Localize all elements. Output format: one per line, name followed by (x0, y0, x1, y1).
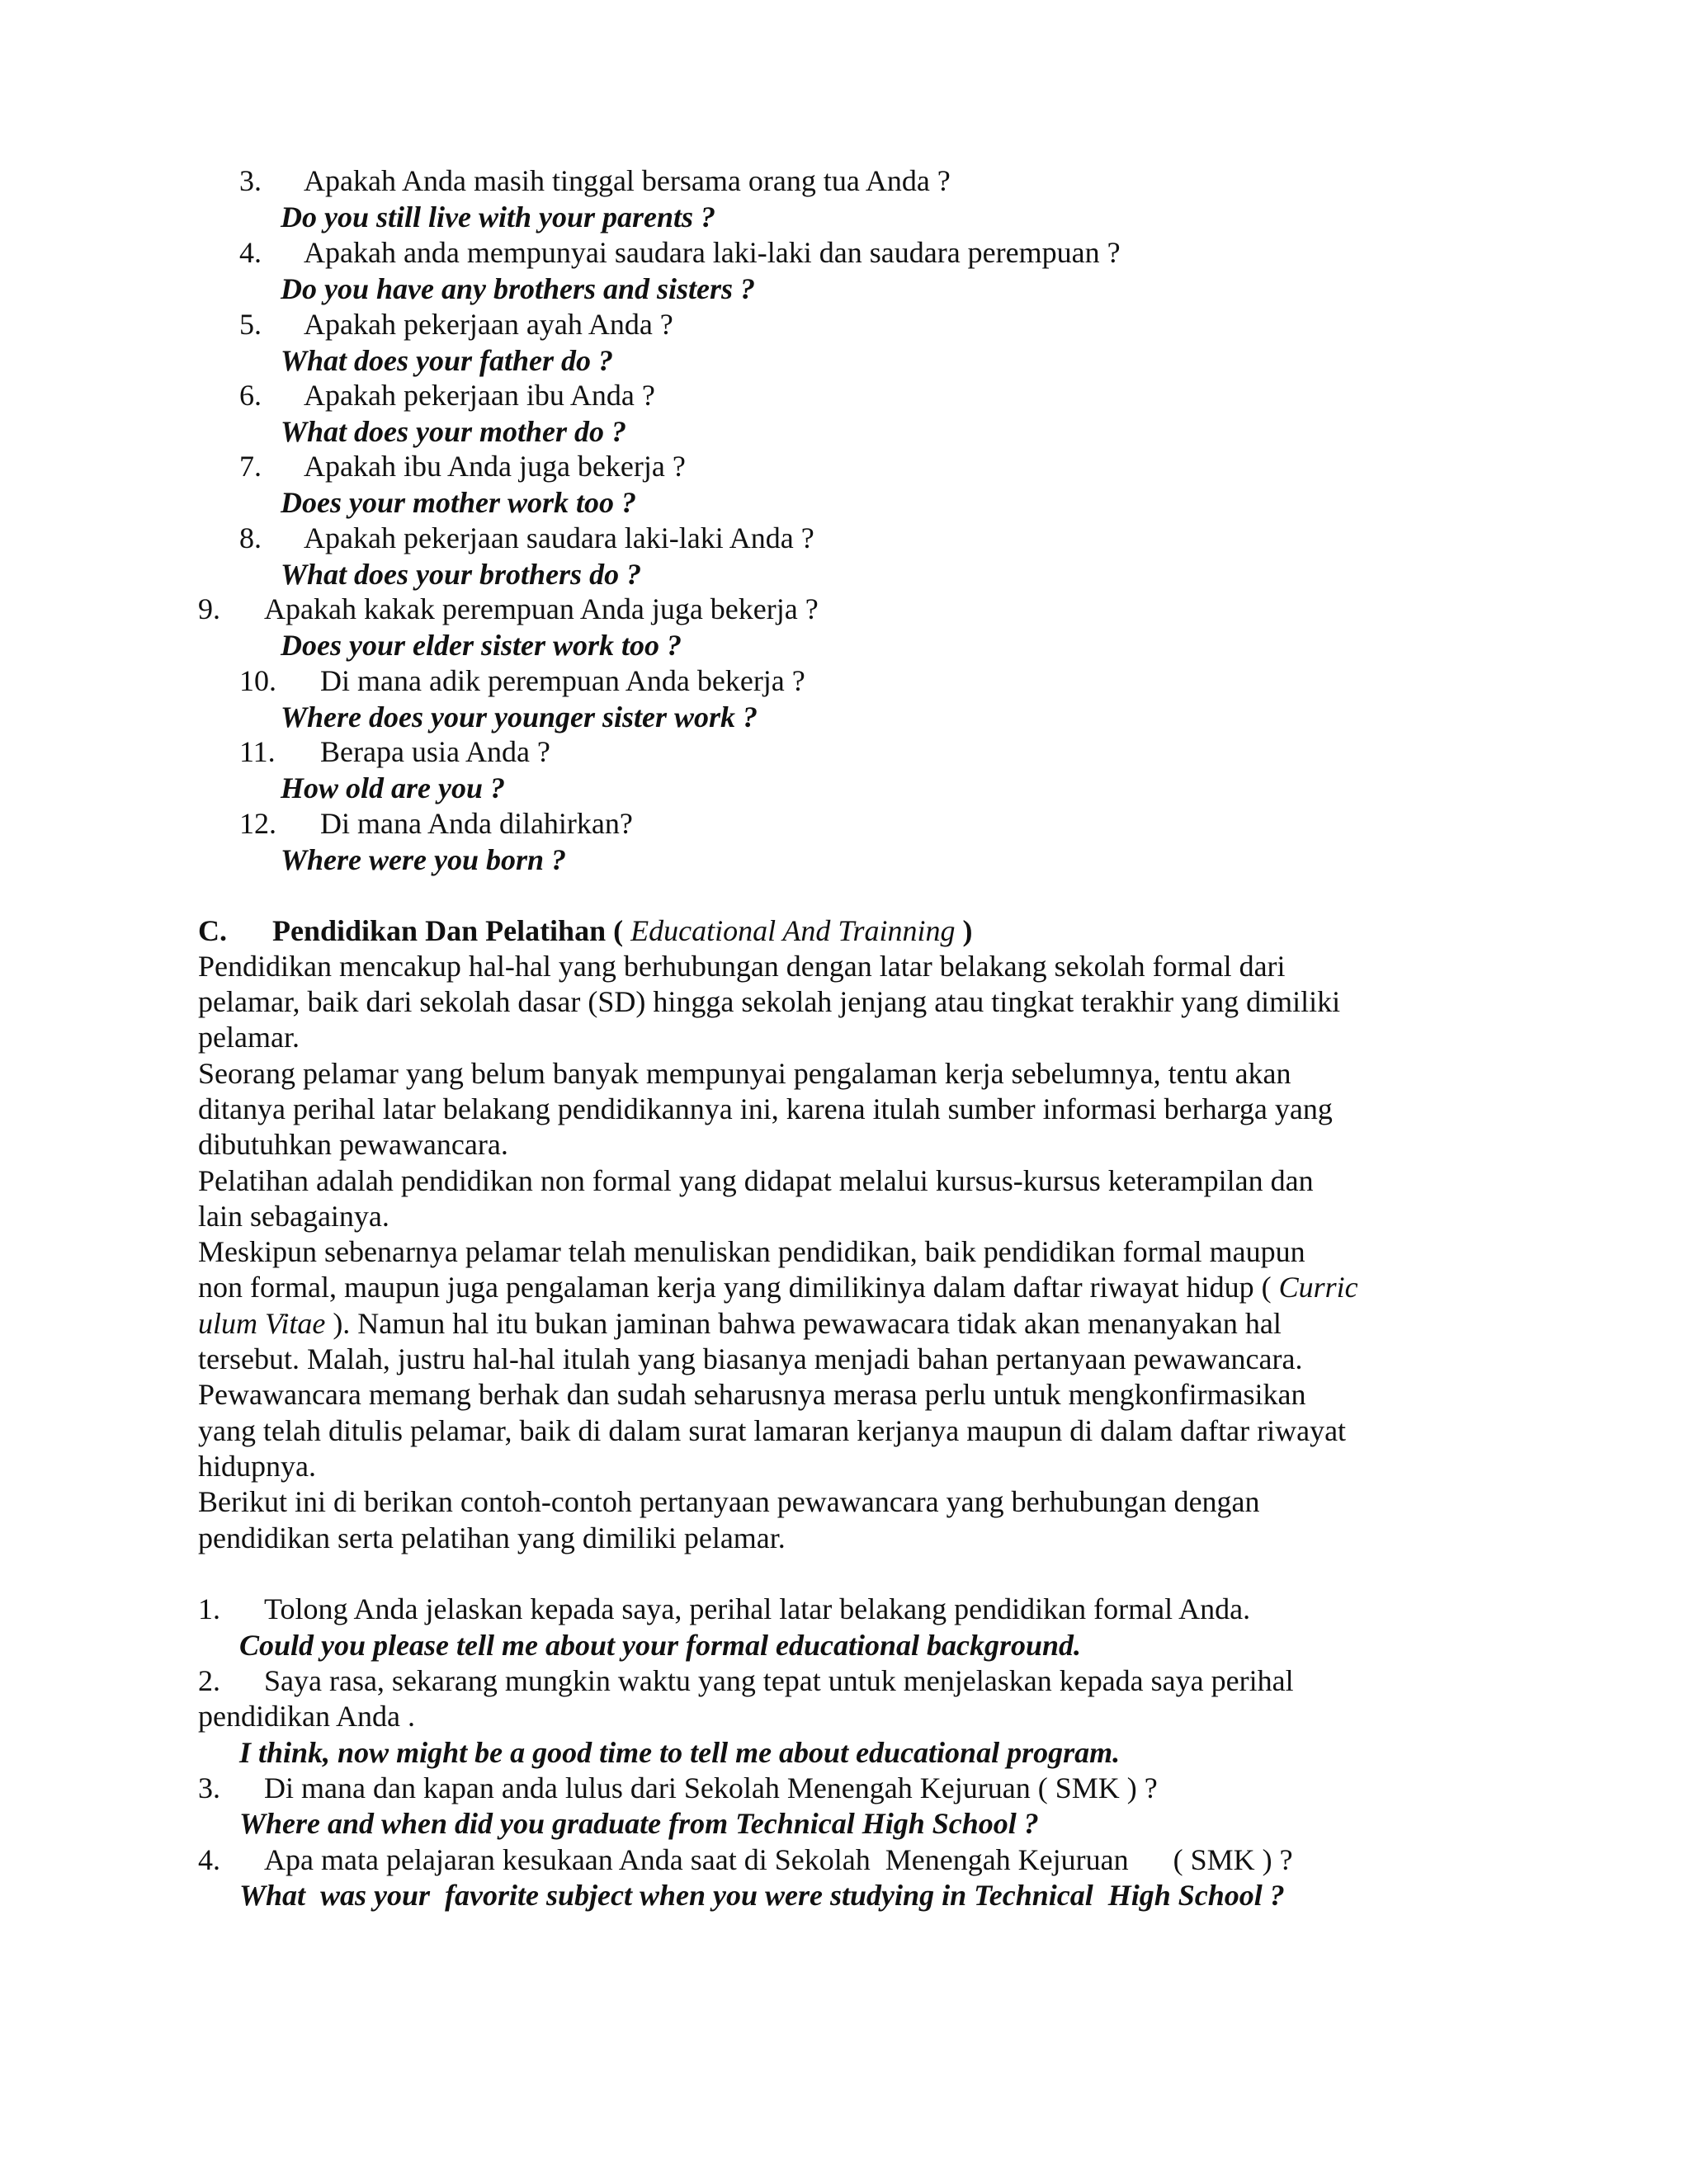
paragraph-line: Berikut ini di berikan contoh-contoh pertanyaan pewawancara yang berhubungan dengan (198, 1485, 1260, 1518)
question-english: What does your father do ? (281, 344, 614, 377)
section-title-close: ) (962, 914, 973, 947)
edu-question-indonesian: Apa mata pelajaran kesukaan Anda saat di Sekolah Menengah Kejuruan ( SMK ) ? (264, 1843, 1293, 1876)
question-indonesian: Berapa usia Anda ? (320, 735, 550, 768)
paragraph-line (198, 1305, 1282, 1342)
question-english: What does your brothers do ? (281, 558, 642, 591)
edu-question-number: 2. (198, 1664, 220, 1697)
paragraph-line: Pelatihan adalah pendidikan non formal yang didapat melalui kursus-kursus keterampilan dan (198, 1164, 1314, 1197)
question-indonesian: Apakah pekerjaan saudara laki-laki Anda ? (304, 521, 814, 554)
paragraph-line: Meskipun sebenarnya pelamar telah menuliskan pendidikan, baik pendidikan formal maupun (198, 1235, 1305, 1268)
edu-question-english: Could you please tell me about your formal educational background. (239, 1629, 1082, 1662)
question-english: Where does your younger sister work ? (281, 700, 758, 734)
edu-question-english: I think, now might be a good time to tell me about educational program. (239, 1736, 1121, 1769)
question-english: How old are you ? (281, 771, 506, 804)
question-indonesian: Di mana Anda dilahirkan? (320, 807, 633, 840)
question-english: Do you still live with your parents ? (281, 200, 716, 233)
question-number: 8. (239, 521, 262, 554)
paragraph-line: dibutuhkan pewawancara. (198, 1128, 508, 1161)
paragraph-line: pelamar. (198, 1021, 300, 1054)
question-number: 11. (239, 735, 276, 768)
edu-question-indonesian-cont: pendidikan Anda . (198, 1700, 415, 1733)
paragraph-line: pelamar, baik dari sekolah dasar (SD) hingga sekolah jenjang atau tingkat terakhir yang dimiliki (198, 985, 1341, 1018)
question-indonesian: Di mana adik perempuan Anda bekerja ? (320, 664, 805, 697)
question-english: Where were you born ? (281, 843, 567, 876)
edu-question-indonesian: Tolong Anda jelaskan kepada saya, perihal latar belakang pendidikan formal Anda. (264, 1592, 1251, 1625)
cv-line-text: non formal, maupun juga pengalaman kerja yang dimilikinya dalam daftar riwayat hidup ( (198, 1271, 1272, 1304)
question-indonesian: Apakah pekerjaan ibu Anda ? (304, 379, 655, 412)
edu-question-indonesian: Di mana dan kapan anda lulus dari Sekolah Menengah Kejuruan ( SMK ) ? (264, 1771, 1158, 1804)
paragraph-line: ditanya perihal latar belakang pendidikannya ini, karena itulah sumber informasi berharga yang (198, 1092, 1333, 1125)
edu-question-english: What was your favorite subject when you were studying in Technical High School ? (239, 1879, 1285, 1912)
question-number: 7. (239, 450, 262, 483)
question-indonesian: Apakah kakak perempuan Anda juga bekerja ? (264, 592, 819, 625)
paragraph-line: pendidikan serta pelatihan yang dimiliki pelamar. (198, 1521, 786, 1554)
edu-question-number: 3. (198, 1771, 220, 1804)
paragraph-line (198, 1269, 1358, 1305)
section-title-english: Educational And Trainning (630, 914, 956, 947)
question-english: Do you have any brothers and sisters ? (281, 272, 756, 305)
edu-question-indonesian: Saya rasa, sekarang mungkin waktu yang tepat untuk menjelaskan kepada saya perihal (264, 1664, 1294, 1697)
paragraph-line: lain sebagainya. (198, 1200, 389, 1233)
question-number: 3. (239, 164, 262, 197)
paragraph-line: Pendidikan mencakup hal-hal yang berhubungan dengan latar belakang sekolah formal dari (198, 950, 1286, 983)
question-number: 12. (239, 807, 276, 840)
question-indonesian: Apakah anda mempunyai saudara laki-laki dan saudara perempuan ? (304, 236, 1121, 269)
question-indonesian: Apakah Anda masih tinggal bersama orang tua Anda ? (304, 164, 951, 197)
question-indonesian: Apakah pekerjaan ayah Anda ? (304, 308, 673, 341)
paragraph-line: tersebut. Malah, justru hal-hal itulah yang biasanya menjadi bahan pertanyaan pewawancara. (198, 1342, 1303, 1375)
edu-question-english: Where and when did you graduate from Technical High School ? (239, 1807, 1039, 1840)
question-english: Does your mother work too ? (281, 486, 637, 519)
paragraph-line: Seorang pelamar yang belum banyak mempunyai pengalaman kerja sebelumnya, tentu akan (198, 1057, 1291, 1090)
section-title (272, 913, 972, 949)
edu-question-number: 4. (198, 1843, 220, 1876)
paragraph-line: hidupnya. (198, 1450, 316, 1483)
cv-line-italic: Curric (1278, 1271, 1358, 1304)
question-number: 6. (239, 379, 262, 412)
paragraph-line: Pewawancara memang berhak dan sudah seharusnya merasa perlu untuk mengkonfirmasikan (198, 1378, 1306, 1411)
question-indonesian: Apakah ibu Anda juga bekerja ? (304, 450, 686, 483)
cv-line-text: ). Namun hal itu bukan jaminan bahwa pewawacara tidak akan menanyakan hal (333, 1307, 1282, 1340)
question-english: What does your mother do ? (281, 415, 627, 448)
question-number: 10. (239, 664, 276, 697)
question-number: 5. (239, 308, 262, 341)
paragraph-line: yang telah ditulis pelamar, baik di dalam surat lamaran kerjanya maupun di dalam daftar riwayat (198, 1414, 1347, 1447)
question-number: 4. (239, 236, 262, 269)
edu-question-number: 1. (198, 1592, 220, 1625)
section-title-indonesian: Pendidikan Dan Pelatihan ( (272, 914, 624, 947)
section-letter: C. (198, 914, 227, 947)
question-english: Does your elder sister work too ? (281, 629, 682, 662)
cv-line-italic: ulum Vitae (198, 1307, 326, 1340)
question-number: 9. (198, 592, 220, 625)
